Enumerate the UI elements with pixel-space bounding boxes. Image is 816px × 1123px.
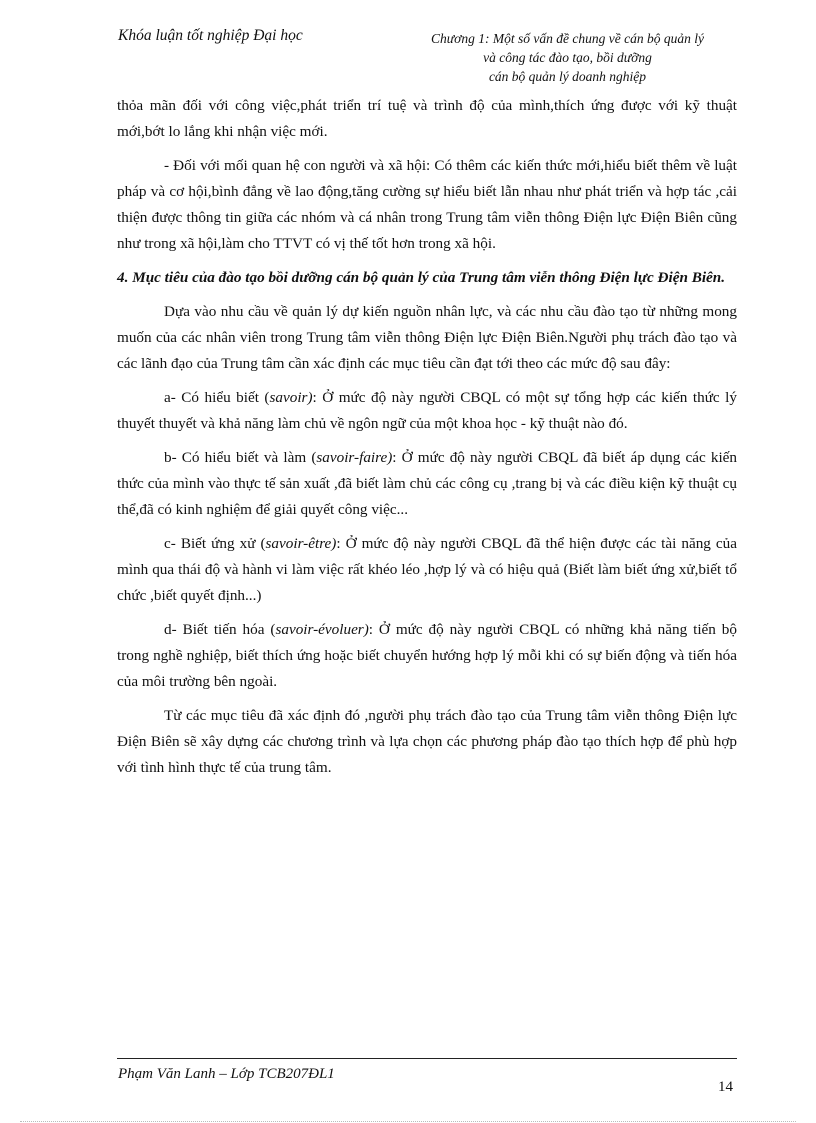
page-edge-divider	[20, 1121, 796, 1122]
objective-c	[117, 531, 737, 609]
header-thesis-title: Khóa luận tốt nghiệp Đại học	[118, 27, 303, 44]
paragraph-social-relations: - Đối với mối quan hệ con người và xã hội: Có thêm các kiến thức mới,hiểu biết thêm về luật pháp và cơ hội,bình đẳng về lao động,tăng cường sự hiểu biết lẫn nhau như phát triển và hợp tác ,cải thiện được thông tin giữa các nhóm và cá nhân trong Trung tâm viễn thông Điện lực Điện Biên cũng như trong xã hội,làm cho TTVT có vị thế tốt hơn trong xã hội.	[117, 157, 737, 252]
section-heading-4: 4. Mục tiêu của đào tạo bồi dưỡng cán bộ quản lý của Trung tâm viễn thông Điện lực Điện Biên.	[117, 269, 726, 286]
objective-d-term: savoir-évoluer)	[275, 621, 369, 638]
paragraph-continuation: thỏa mãn đối với công việc,phát triển trí tuệ và trình độ của mình,thích ứng được với kỹ thuật mới,bớt lo lắng khi nhận việc mới.	[117, 97, 737, 140]
objective-c-prefix: c- Biết ứng xử (	[164, 535, 266, 552]
header-chapter-line-1: Chương 1: Một số vấn đề chung về cán bộ quản lý	[431, 31, 704, 46]
objective-b	[117, 445, 737, 523]
objective-a-text: : Ở mức độ này người CBQL có một sự tổng hợp các kiến thức lý thuyết thuyết và khả năng làm chủ về ngôn ngữ của một khoa học - kỹ thuật nào đó.	[117, 389, 737, 432]
footer-author: Phạm Văn Lanh – Lớp TCB207ĐL1	[118, 1066, 335, 1082]
objective-b-text: : Ở mức độ này người CBQL đã biết áp dụng các kiến thức của mình vào thực tế sản xuất ,đã biết làm chủ các công cụ ,trang bị và các điều kiện kỹ thuật cụ thể,đã có kinh nghiệm để giải quyết công việc...	[117, 449, 737, 518]
header-chapter-line-3: cán bộ quản lý doanh nghiệp	[488, 69, 647, 84]
objective-a-term: savoir)	[269, 389, 313, 406]
page-number: 14	[718, 1079, 733, 1095]
objective-a	[117, 385, 737, 437]
header-chapter-title	[395, 29, 740, 86]
objective-c-term: savoir-être)	[265, 535, 337, 552]
objective-c-text: : Ở mức độ này người CBQL đã thể hiện được các tài năng của mình qua thái độ và hành vi làm việc rất khéo léo ,hợp lý và có hiệu quả (Biết làm biết ứng xử,biết tổ chức ,biết quyết định...)	[117, 535, 737, 604]
paragraph-training-needs: Dựa vào nhu cầu về quản lý dự kiến nguồn nhân lực, và các nhu cầu đào tạo từ những mong muốn của các nhân viên trong Trung tâm viễn thông Điện lực Điện Biên.Người phụ trách đào tạo và các lãnh đạo của Trung tâm cần xác định các mục tiêu cần đạt tới theo các mức độ sau đây:	[117, 303, 737, 372]
paragraph-conclusion: Từ các mục tiêu đã xác định đó ,người phụ trách đào tạo của Trung tâm viễn thông Điện lực Điện Biên sẽ xây dựng các chương trình và lựa chọn các phương pháp đào tạo thích hợp để phù hợp với tình hình thực tế của trung tâm.	[117, 707, 737, 776]
objective-b-prefix: b- Có hiểu biết và làm (	[164, 449, 317, 466]
footer-divider	[117, 1058, 737, 1059]
objective-d-prefix: d- Biết tiến hóa (	[164, 621, 276, 638]
objective-a-prefix: a- Có hiểu biết (	[164, 389, 270, 406]
header-chapter-line-2: và công tác đào tạo, bồi dưỡng	[483, 50, 652, 65]
objective-d-text: : Ở mức độ này người CBQL có những khả năng tiến bộ trong nghề nghiệp, biết thích ứng hoặc biết chuyển hướng hợp lý mỗi khi có sự biến động và tiến hóa của môi trường bên ngoài.	[117, 621, 737, 690]
objective-b-term: savoir-faire)	[316, 449, 393, 466]
objective-d	[117, 617, 737, 695]
page-body	[117, 93, 737, 789]
